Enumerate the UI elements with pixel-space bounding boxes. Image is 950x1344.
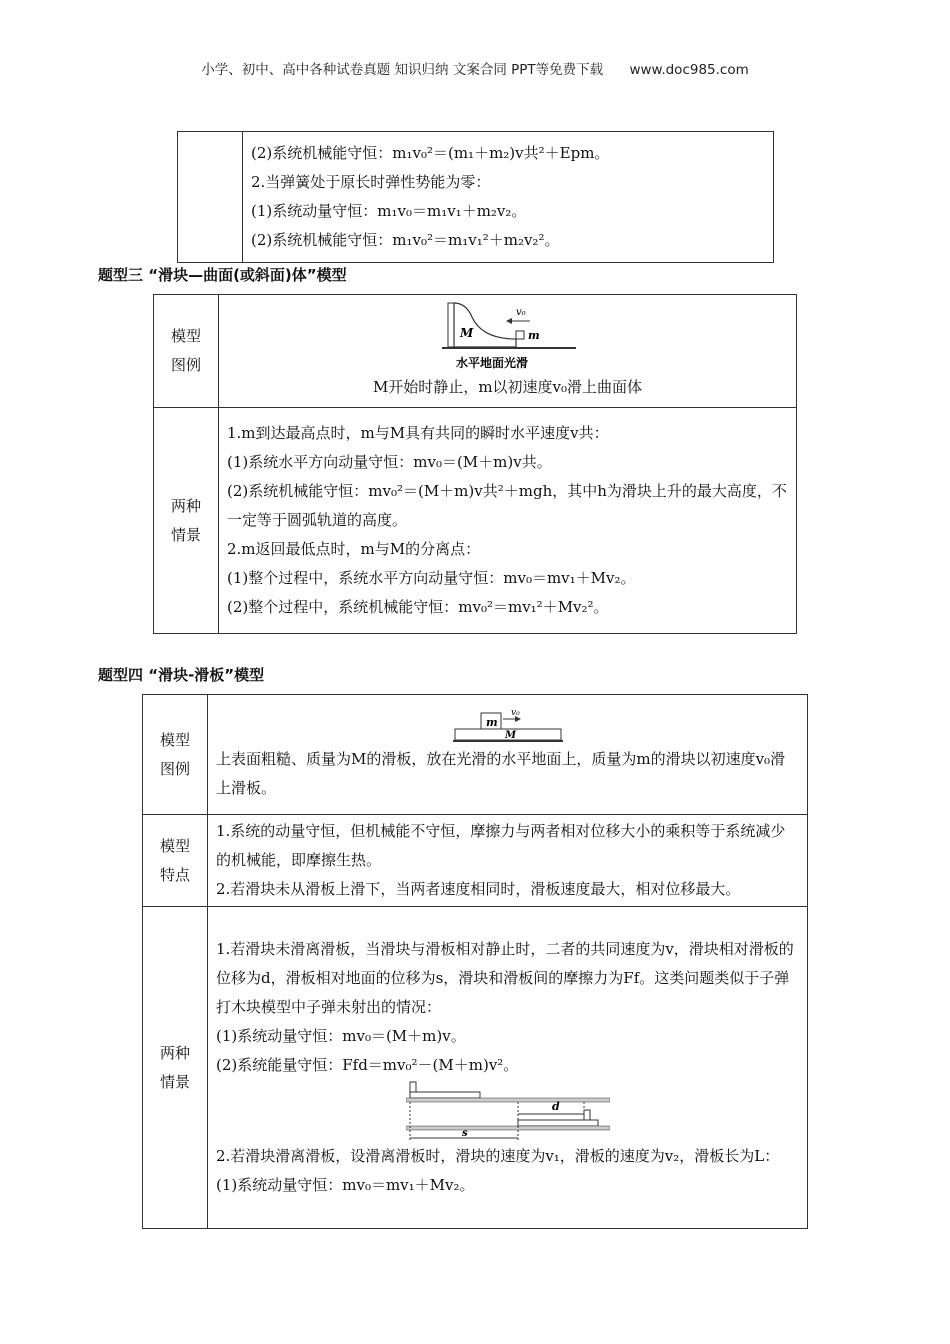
s3-line-4: 2.m返回最低点时，m与M的分离点： <box>227 540 481 558</box>
s4-row2-body <box>208 815 808 907</box>
s4-row2-line-2: 2.若滑块未从滑板上滑下，当两者速度相同时，滑板速度最大，相对位移最大。 <box>216 880 741 898</box>
s4-row3-line-5: (1)系统动量守恒：mv₀＝mv₁＋Mv₂。 <box>216 1176 475 1194</box>
label-d: d <box>551 1100 560 1113</box>
s3-row2-label <box>154 408 219 634</box>
s3-row2-body <box>219 408 797 634</box>
board-label-m: m <box>485 715 498 729</box>
curve-slider-figure <box>438 299 578 373</box>
label-s: s <box>461 1128 468 1139</box>
top-board-start <box>410 1092 480 1098</box>
s3-caption: M开始时静止，m以初速度v₀滑上曲面体 <box>372 377 643 396</box>
s4-row3-line-1: 1.若滑块未滑离滑板，当滑块与滑板相对静止时，二者的共同速度为v，滑块相对滑板的位移为d，滑板相对地面的位移为s，滑块和滑板间的摩擦力为Ff。这类问题类似于子弹打木块模型中子弹未射出的情况： <box>216 940 794 1016</box>
s3-row1-label-b: 图例 <box>170 356 201 374</box>
small-block <box>516 331 524 339</box>
s3-row1-label <box>154 295 219 408</box>
board-slider-figure <box>453 705 563 745</box>
board-label-M: M <box>504 729 516 741</box>
s4-row3-label-a: 两种 <box>159 1043 190 1062</box>
s4-row2-label-a: 模型 <box>159 836 190 855</box>
s4-row3-label <box>143 907 208 1229</box>
table-slider-board-model <box>142 694 808 1229</box>
curve-body-outline <box>448 303 454 347</box>
table1-line-3: (1)系统动量守恒：m₁v₀＝m₁v₁＋m₂v₂。 <box>251 202 527 220</box>
s4-row1-body <box>208 695 808 815</box>
s3-row2-label-a: 两种 <box>170 496 201 515</box>
bottom-block-end <box>584 1110 590 1120</box>
curve-surface <box>454 303 516 347</box>
label-m: m <box>527 328 540 342</box>
s4-row2-label <box>143 815 208 907</box>
label-ground: 水平地面光滑 <box>455 355 528 370</box>
s4-row2-label-b: 特点 <box>159 865 190 884</box>
table1-label-cell <box>178 132 243 263</box>
s3-line-5: (1)整个过程中，系统水平方向动量守恒：mv₀＝mv₁＋Mv₂。 <box>227 569 636 587</box>
header-site: www.doc985.com <box>629 62 749 78</box>
s4-row1-label-a: 模型 <box>159 730 190 749</box>
label-M: M <box>459 325 473 340</box>
s4-row2-line-1: 1.系统的动量守恒，但机械能不守恒，摩擦力与两者相对位移大小的乘积等于系统减少的机械能，即摩擦生热。 <box>216 822 786 869</box>
s4-row3-label-b: 情景 <box>159 1072 190 1091</box>
top-block-start <box>410 1082 416 1092</box>
label-v0: v₀ <box>515 306 526 318</box>
bottom-ground <box>406 1126 610 1130</box>
section4-heading: 题型四 “滑块-滑板”模型 <box>98 666 265 684</box>
s3-line-1: 1.m到达最高点时，m与M具有共同的瞬时水平速度v共： <box>227 424 609 442</box>
s4-row3-line-4: 2.若滑块滑离滑板，设滑离滑板时，滑块的速度为v₁，滑板的速度为v₂，滑板长为L： <box>216 1147 780 1165</box>
s3-line-2: (1)系统水平方向动量守恒：mv₀＝(M＋m)v共。 <box>227 453 552 471</box>
s3-line-3: (2)系统机械能守恒：mv₀²＝(M＋m)v共²＋mgh，其中h为滑块上升的最大高度，不一定等于圆弧轨道的高度。 <box>227 482 787 529</box>
table1-line-1: (2)系统机械能守恒：m₁v₀²＝(m₁＋m₂)v共²＋Epm。 <box>251 144 610 162</box>
bottom-board-end <box>518 1120 598 1126</box>
s3-row1-label-a: 模型 <box>170 327 201 345</box>
s4-row1-label <box>143 695 208 815</box>
board-label-v0: v₀ <box>510 707 520 718</box>
table1-line-2: 2.当弹簧处于原长时弹性势能为零： <box>251 173 491 191</box>
ground-line <box>442 347 576 349</box>
header-text: 小学、初中、高中各种试卷真题 知识归纳 文案合同 PPT等免费下载 <box>201 62 604 78</box>
top-ground <box>406 1098 610 1102</box>
s3-line-6: (2)整个过程中，系统机械能守恒：mv₀²＝mv₁²＋Mv₂²。 <box>227 598 609 616</box>
velocity-arrowhead <box>506 318 512 324</box>
s3-row2-label-b: 情景 <box>170 525 201 544</box>
displacement-figure <box>406 1080 610 1142</box>
page-header <box>0 58 950 78</box>
table-slider-curve-model <box>153 294 797 634</box>
s4-row3-line-2: (1)系统动量守恒：mv₀＝(M＋m)v。 <box>216 1027 466 1045</box>
s4-row3-body <box>208 907 808 1229</box>
s4-row1-label-b: 图例 <box>159 759 190 778</box>
s3-row1-body <box>219 295 797 408</box>
table-spring-model <box>177 131 774 263</box>
table1-line-4: (2)系统机械能守恒：m₁v₀²＝m₁v₁²＋m₂v₂²。 <box>251 231 560 249</box>
s4-row1-text: 上表面粗糙、质量为M的滑板，放在光滑的水平地面上，质量为m的滑块以初速度v₀滑上滑板。 <box>216 749 786 797</box>
table1-body-cell <box>243 132 774 263</box>
section3-heading: 题型三 “滑块—曲面(或斜面)体”模型 <box>98 266 347 284</box>
s4-row3-line-3: (2)系统能量守恒：Ffd＝mv₀²－(M＋m)v²。 <box>216 1056 519 1074</box>
